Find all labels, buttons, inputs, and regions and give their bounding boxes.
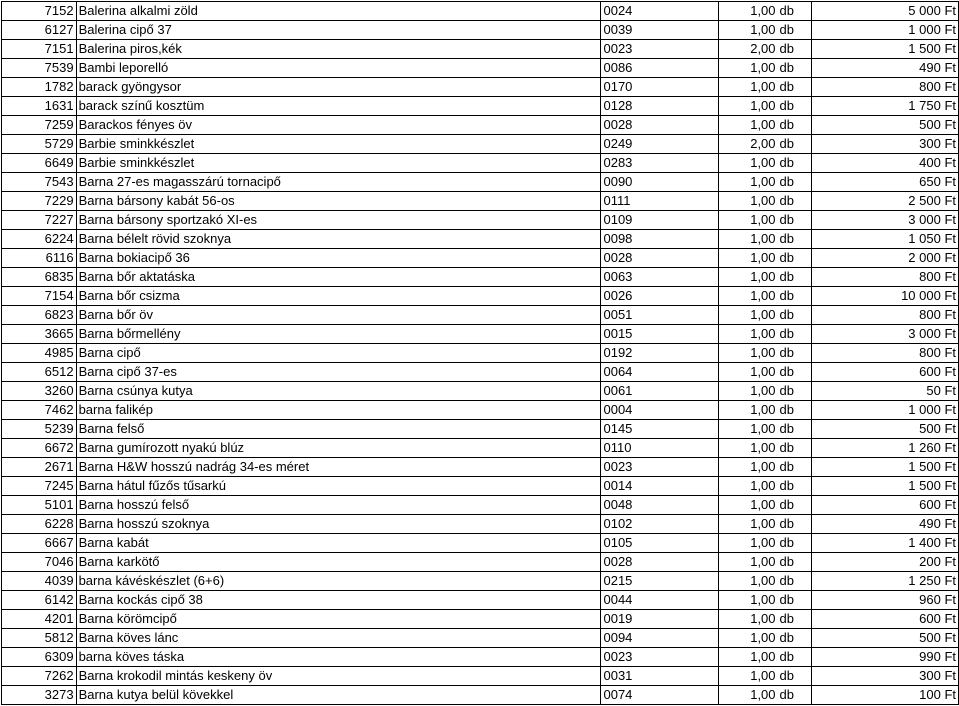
price-cell: 800 Ft [812,268,959,287]
quantity-cell: 1,00 [718,306,777,325]
price-cell: 490 Ft [812,59,959,78]
unit-cell: db [778,553,812,572]
quantity-cell: 1,00 [718,667,777,686]
quantity-cell: 1,00 [718,382,777,401]
price-cell: 1 050 Ft [812,230,959,249]
item-code-cell: 0028 [601,249,718,268]
quantity-cell: 1,00 [718,173,777,192]
unit-cell: db [778,40,812,59]
item-id-cell: 1782 [2,78,77,97]
unit-cell: db [778,78,812,97]
item-name-cell: Barbie sminkkészlet [76,135,601,154]
item-name-cell: Barna karkötő [76,553,601,572]
price-cell: 500 Ft [812,420,959,439]
item-name-cell: Barna csúnya kutya [76,382,601,401]
item-id-cell: 5729 [2,135,77,154]
item-name-cell: Barbie sminkkészlet [76,154,601,173]
quantity-cell: 1,00 [718,610,777,629]
item-code-cell: 0109 [601,211,718,230]
table-row [2,667,959,686]
unit-cell: db [778,648,812,667]
table-row [2,553,959,572]
unit-cell: db [778,135,812,154]
item-code-cell: 0023 [601,648,718,667]
unit-cell: db [778,572,812,591]
quantity-cell: 1,00 [718,344,777,363]
item-id-cell: 3665 [2,325,77,344]
item-name-cell: Barackos fényes öv [76,116,601,135]
item-id-cell: 5239 [2,420,77,439]
item-name-cell: Barna bőrmellény [76,325,601,344]
item-id-cell: 6116 [2,249,77,268]
unit-cell: db [778,249,812,268]
item-id-cell: 7462 [2,401,77,420]
table-row [2,192,959,211]
item-code-cell: 0098 [601,230,718,249]
item-id-cell: 7539 [2,59,77,78]
table-row [2,287,959,306]
item-name-cell: Barna kutya belül kövekkel [76,686,601,705]
item-code-cell: 0004 [601,401,718,420]
price-cell: 1 000 Ft [812,21,959,40]
price-cell: 100 Ft [812,686,959,705]
item-code-cell: 0014 [601,477,718,496]
item-id-cell: 6649 [2,154,77,173]
item-code-cell: 0064 [601,363,718,382]
unit-cell: db [778,439,812,458]
quantity-cell: 1,00 [718,458,777,477]
price-cell: 960 Ft [812,591,959,610]
unit-cell: db [778,2,812,21]
table-row [2,116,959,135]
price-cell: 1 260 Ft [812,439,959,458]
quantity-cell: 1,00 [718,249,777,268]
item-id-cell: 6127 [2,21,77,40]
quantity-cell: 1,00 [718,534,777,553]
item-name-cell: barack színű kosztüm [76,97,601,116]
quantity-cell: 1,00 [718,59,777,78]
quantity-cell: 1,00 [718,230,777,249]
item-code-cell: 0023 [601,458,718,477]
item-name-cell: Barna bársony kabát 56-os [76,192,601,211]
table-row [2,363,959,382]
item-code-cell: 0015 [601,325,718,344]
item-id-cell: 7229 [2,192,77,211]
price-cell: 1 500 Ft [812,458,959,477]
item-id-cell: 4039 [2,572,77,591]
item-id-cell: 5812 [2,629,77,648]
item-code-cell: 0111 [601,192,718,211]
item-code-cell: 0105 [601,534,718,553]
quantity-cell: 1,00 [718,553,777,572]
unit-cell: db [778,458,812,477]
unit-cell: db [778,268,812,287]
unit-cell: db [778,306,812,325]
price-cell: 600 Ft [812,496,959,515]
item-name-cell: Barna felső [76,420,601,439]
unit-cell: db [778,230,812,249]
inventory-table [1,1,959,705]
unit-cell: db [778,534,812,553]
item-name-cell: Barna kockás cipő 38 [76,591,601,610]
quantity-cell: 1,00 [718,515,777,534]
item-code-cell: 0094 [601,629,718,648]
price-cell: 1 500 Ft [812,40,959,59]
quantity-cell: 1,00 [718,211,777,230]
item-name-cell: barna falikép [76,401,601,420]
item-name-cell: Barna hátul fűzős tűsarkú [76,477,601,496]
quantity-cell: 1,00 [718,116,777,135]
item-code-cell: 0023 [601,40,718,59]
price-cell: 600 Ft [812,610,959,629]
unit-cell: db [778,344,812,363]
item-code-cell: 0086 [601,59,718,78]
item-id-cell: 4985 [2,344,77,363]
price-cell: 300 Ft [812,135,959,154]
item-id-cell: 7227 [2,211,77,230]
quantity-cell: 1,00 [718,325,777,344]
item-name-cell: Barna cipő 37-es [76,363,601,382]
price-cell: 3 000 Ft [812,211,959,230]
item-name-cell: Barna 27-es magasszárú tornacipő [76,173,601,192]
price-cell: 650 Ft [812,173,959,192]
price-cell: 600 Ft [812,363,959,382]
item-name-cell: barack gyöngysor [76,78,601,97]
table-row [2,572,959,591]
unit-cell: db [778,21,812,40]
item-code-cell: 0044 [601,591,718,610]
quantity-cell: 1,00 [718,401,777,420]
table-row [2,135,959,154]
unit-cell: db [778,59,812,78]
item-code-cell: 0061 [601,382,718,401]
unit-cell: db [778,382,812,401]
item-name-cell: barna kávéskészlet (6+6) [76,572,601,591]
price-cell: 990 Ft [812,648,959,667]
unit-cell: db [778,686,812,705]
table-row [2,306,959,325]
item-code-cell: 0028 [601,553,718,572]
item-id-cell: 6667 [2,534,77,553]
item-id-cell: 6142 [2,591,77,610]
table-row [2,230,959,249]
quantity-cell: 2,00 [718,40,777,59]
unit-cell: db [778,116,812,135]
item-id-cell: 7046 [2,553,77,572]
table-row [2,629,959,648]
item-code-cell: 0215 [601,572,718,591]
item-id-cell: 6823 [2,306,77,325]
item-id-cell: 7152 [2,2,77,21]
quantity-cell: 1,00 [718,439,777,458]
table-row [2,344,959,363]
table-row [2,458,959,477]
unit-cell: db [778,363,812,382]
table-row [2,97,959,116]
price-cell: 800 Ft [812,344,959,363]
table-row [2,401,959,420]
table-row [2,648,959,667]
table-row [2,249,959,268]
price-cell: 3 000 Ft [812,325,959,344]
table-body [2,2,959,705]
item-name-cell: Balerina cipő 37 [76,21,601,40]
item-code-cell: 0039 [601,21,718,40]
price-cell: 2 500 Ft [812,192,959,211]
unit-cell: db [778,591,812,610]
item-id-cell: 6309 [2,648,77,667]
item-code-cell: 0249 [601,135,718,154]
unit-cell: db [778,287,812,306]
table-row [2,534,959,553]
quantity-cell: 1,00 [718,363,777,382]
unit-cell: db [778,667,812,686]
item-code-cell: 0192 [601,344,718,363]
item-name-cell: barna köves táska [76,648,601,667]
quantity-cell: 1,00 [718,192,777,211]
price-cell: 1 000 Ft [812,401,959,420]
unit-cell: db [778,629,812,648]
quantity-cell: 1,00 [718,97,777,116]
price-cell: 1 500 Ft [812,477,959,496]
price-cell: 1 400 Ft [812,534,959,553]
item-name-cell: Barna körömcipő [76,610,601,629]
item-id-cell: 7262 [2,667,77,686]
item-name-cell: Barna gumírozott nyakú blúz [76,439,601,458]
table-row [2,2,959,21]
price-cell: 2 000 Ft [812,249,959,268]
item-id-cell: 7245 [2,477,77,496]
price-cell: 300 Ft [812,667,959,686]
price-cell: 50 Ft [812,382,959,401]
unit-cell: db [778,401,812,420]
item-name-cell: Balerina alkalmi zöld [76,2,601,21]
price-cell: 490 Ft [812,515,959,534]
quantity-cell: 2,00 [718,135,777,154]
unit-cell: db [778,515,812,534]
item-id-cell: 6512 [2,363,77,382]
price-cell: 1 750 Ft [812,97,959,116]
item-code-cell: 0283 [601,154,718,173]
quantity-cell: 1,00 [718,648,777,667]
unit-cell: db [778,477,812,496]
table-row [2,40,959,59]
item-name-cell: Barna bársony sportzakó XI-es [76,211,601,230]
item-name-cell: Barna bőr aktatáska [76,268,601,287]
item-id-cell: 5101 [2,496,77,515]
item-name-cell: Barna hosszú szoknya [76,515,601,534]
table-row [2,59,959,78]
item-id-cell: 4201 [2,610,77,629]
unit-cell: db [778,610,812,629]
quantity-cell: 1,00 [718,287,777,306]
table-row [2,439,959,458]
item-id-cell: 6228 [2,515,77,534]
table-row [2,477,959,496]
item-name-cell: Barna bokiacipő 36 [76,249,601,268]
item-name-cell: Barna köves lánc [76,629,601,648]
price-cell: 500 Ft [812,629,959,648]
item-code-cell: 0090 [601,173,718,192]
unit-cell: db [778,496,812,515]
price-cell: 800 Ft [812,306,959,325]
item-code-cell: 0110 [601,439,718,458]
unit-cell: db [778,211,812,230]
table-row [2,78,959,97]
item-code-cell: 0026 [601,287,718,306]
quantity-cell: 1,00 [718,629,777,648]
item-code-cell: 0170 [601,78,718,97]
quantity-cell: 1,00 [718,154,777,173]
item-code-cell: 0028 [601,116,718,135]
item-id-cell: 7259 [2,116,77,135]
item-code-cell: 0024 [601,2,718,21]
price-cell: 400 Ft [812,154,959,173]
table-row [2,211,959,230]
price-cell: 500 Ft [812,116,959,135]
unit-cell: db [778,192,812,211]
item-code-cell: 0063 [601,268,718,287]
item-name-cell: Barna H&W hosszú nadrág 34-es méret [76,458,601,477]
quantity-cell: 1,00 [718,686,777,705]
item-id-cell: 6835 [2,268,77,287]
item-id-cell: 3273 [2,686,77,705]
item-name-cell: Barna cipő [76,344,601,363]
item-name-cell: Bambi leporelló [76,59,601,78]
table-row [2,21,959,40]
item-id-cell: 7543 [2,173,77,192]
table-row [2,268,959,287]
quantity-cell: 1,00 [718,21,777,40]
item-id-cell: 7151 [2,40,77,59]
price-cell: 200 Ft [812,553,959,572]
unit-cell: db [778,173,812,192]
item-code-cell: 0102 [601,515,718,534]
item-id-cell: 2671 [2,458,77,477]
unit-cell: db [778,97,812,116]
quantity-cell: 1,00 [718,2,777,21]
item-name-cell: Barna bélelt rövid szoknya [76,230,601,249]
item-code-cell: 0019 [601,610,718,629]
table-row [2,420,959,439]
quantity-cell: 1,00 [718,420,777,439]
unit-cell: db [778,325,812,344]
item-id-cell: 3260 [2,382,77,401]
item-code-cell: 0051 [601,306,718,325]
item-name-cell: Balerina piros,kék [76,40,601,59]
table-row [2,591,959,610]
table-row [2,325,959,344]
item-code-cell: 0145 [601,420,718,439]
item-code-cell: 0048 [601,496,718,515]
price-cell: 10 000 Ft [812,287,959,306]
price-cell: 1 250 Ft [812,572,959,591]
item-name-cell: Barna bőr csizma [76,287,601,306]
item-code-cell: 0074 [601,686,718,705]
table-row [2,154,959,173]
unit-cell: db [778,420,812,439]
price-cell: 5 000 Ft [812,2,959,21]
item-id-cell: 7154 [2,287,77,306]
quantity-cell: 1,00 [718,572,777,591]
quantity-cell: 1,00 [718,477,777,496]
table-row [2,382,959,401]
unit-cell: db [778,154,812,173]
quantity-cell: 1,00 [718,496,777,515]
quantity-cell: 1,00 [718,78,777,97]
item-id-cell: 6672 [2,439,77,458]
table-row [2,173,959,192]
item-code-cell: 0128 [601,97,718,116]
item-name-cell: Barna kabát [76,534,601,553]
item-code-cell: 0031 [601,667,718,686]
table-row [2,496,959,515]
item-name-cell: Barna bőr öv [76,306,601,325]
quantity-cell: 1,00 [718,268,777,287]
table-row [2,686,959,705]
table-row [2,515,959,534]
item-name-cell: Barna krokodil mintás keskeny öv [76,667,601,686]
item-name-cell: Barna hosszú felső [76,496,601,515]
price-cell: 800 Ft [812,78,959,97]
item-id-cell: 1631 [2,97,77,116]
table-row [2,610,959,629]
item-id-cell: 6224 [2,230,77,249]
quantity-cell: 1,00 [718,591,777,610]
